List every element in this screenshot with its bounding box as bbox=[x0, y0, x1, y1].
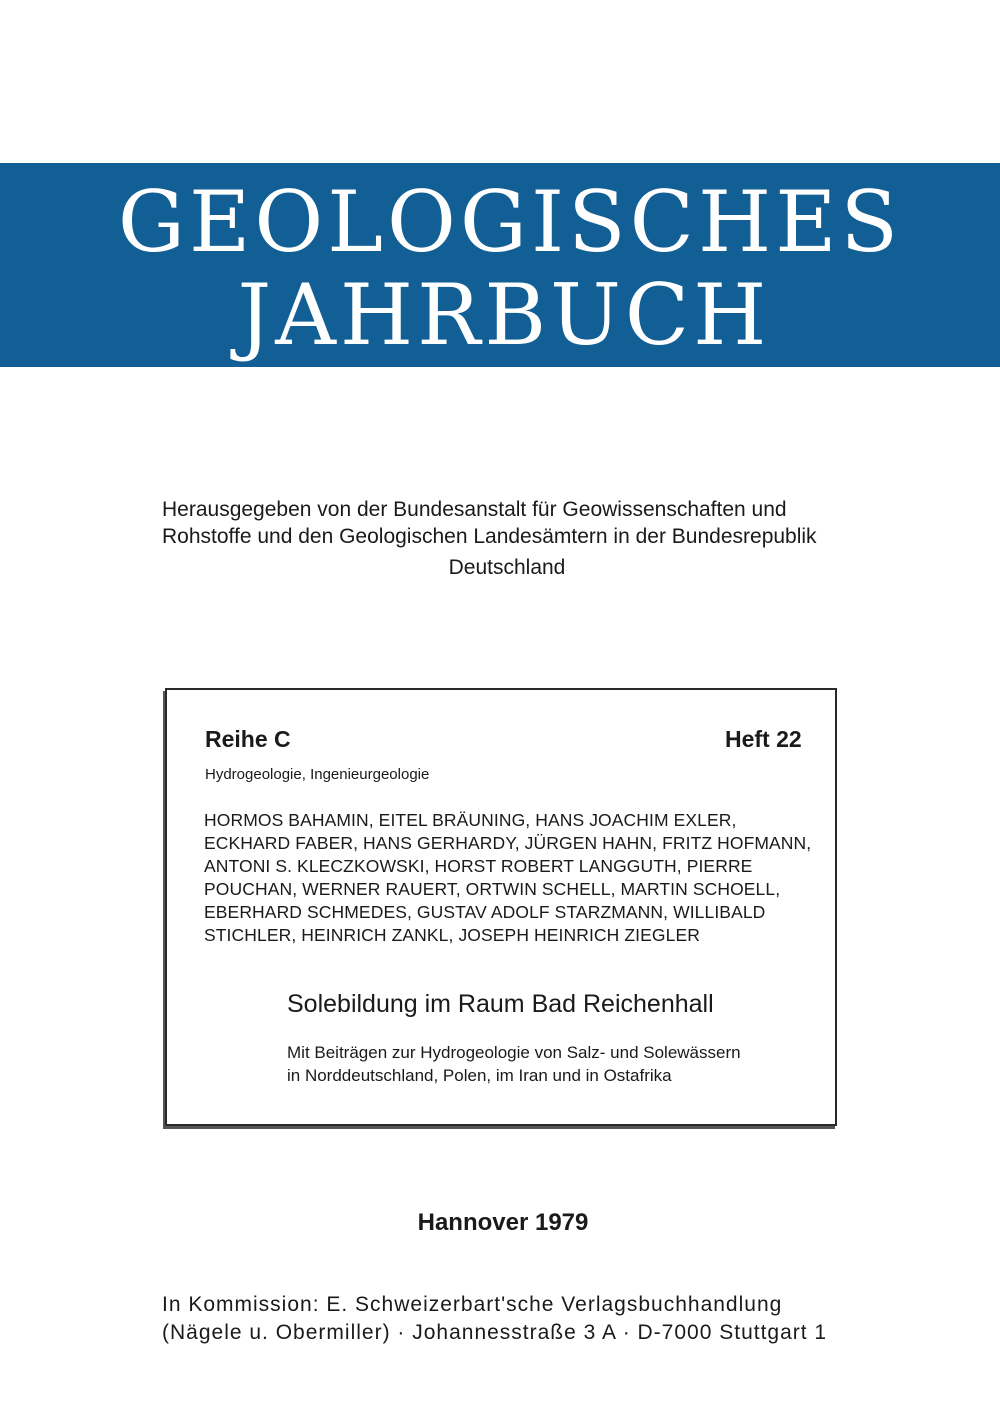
volume-subtitle: Mit Beiträgen zur Hydrogeologie von Salz- und Solewässern in Norddeutschland, Polen, im Iran und in Ostafrika bbox=[287, 1043, 741, 1085]
place-year: Hannover 1979 bbox=[417, 1209, 589, 1236]
author-list: HORMOS BAHAMIN, EITEL BRÄUNING, HANS JOACHIM EXLER, ECKHARD FABER, HANS GERHARDY, JÜRGEN HAHN, FRITZ HOFMANN, ANTONI S. KLECZKOWSKI, HORST ROBERT LANGGUTH, PIERRE POUCHAN, WERNER RAUERT, ORTWIN SCHELL, MARTIN SCHOELL, EBERHARD SCHMEDES, GUSTAV ADOLF STARZMANN, WILLIBALD STICHLER, HEINRICH ZANKL, JOSEPH HEINRICH ZIEGLER bbox=[204, 810, 812, 945]
commission-imprint: In Kommission: E. Schweizerbart'sche Verlagsbuchhandlung (Nägele u. Obermiller) · Johannesstraße 3 A · D-7000 Stuttgart 1 bbox=[162, 1293, 828, 1344]
journal-title-line-1: GEOLOGISCHES bbox=[117, 173, 903, 271]
series-subject: Hydrogeologie, Ingenieurgeologie bbox=[205, 766, 430, 783]
series-label: Reihe C bbox=[205, 726, 291, 752]
journal-title-line-2: JAHRBUCH bbox=[237, 266, 771, 364]
issue-label: Heft 22 bbox=[725, 726, 802, 752]
publisher-country: Deutschland bbox=[448, 556, 566, 579]
publisher-lines: Herausgegeben von der Bundesanstalt für Geowissenschaften und Rohstoffe und den Geologischen Landesämtern in der Bundesrepublik bbox=[162, 498, 817, 548]
publisher-statement bbox=[162, 496, 852, 581]
volume-title: Solebildung im Raum Bad Reichenhall bbox=[287, 990, 714, 1018]
